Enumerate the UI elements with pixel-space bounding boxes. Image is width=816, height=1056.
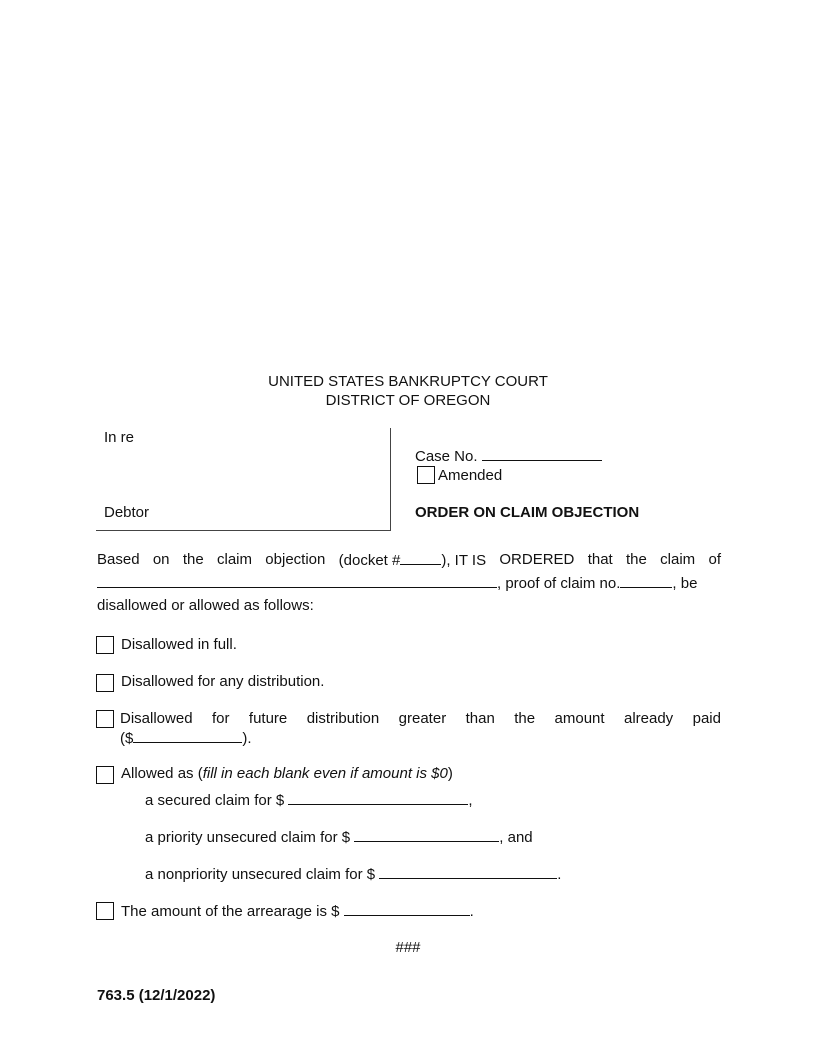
arrearage-label: The amount of the arrearage is $ (121, 903, 340, 920)
priority-claim-label: a priority unsecured claim for $ (145, 829, 351, 846)
disallowed-distribution-checkbox[interactable] (96, 674, 114, 692)
intro-line-3: disallowed or allowed as follows: (97, 597, 314, 614)
intro-word: the (626, 551, 647, 568)
intro-line-2 (97, 574, 721, 592)
order-title: ORDER ON CLAIM OBJECTION (415, 504, 640, 521)
nonpriority-claim-end: . (557, 866, 562, 883)
option-word: paid (692, 710, 721, 727)
intro-line-1 (97, 551, 721, 569)
paid-open: ($ (120, 730, 134, 747)
amount-paid-blank[interactable] (133, 729, 242, 743)
amended-label: Amended (438, 467, 503, 484)
option-word: distribution (306, 710, 380, 727)
priority-claim-end: , and (499, 829, 533, 846)
docket-label: (docket # (338, 552, 401, 569)
disallowed-full-checkbox[interactable] (96, 636, 114, 654)
claimant-field[interactable] (97, 574, 697, 592)
case-number-blank[interactable] (482, 447, 602, 461)
arrearage-end: . (469, 903, 474, 920)
disallowed-distribution-label: Disallowed for any distribution. (121, 673, 325, 690)
nonpriority-claim-blank[interactable] (379, 865, 557, 879)
option-word: than (465, 710, 495, 727)
priority-claim-blank[interactable] (354, 828, 499, 842)
disallowed-future-checkbox[interactable] (96, 710, 114, 728)
docket-field[interactable] (339, 551, 486, 569)
secured-claim-field[interactable] (145, 791, 473, 809)
disallowed-future-line-1 (120, 710, 721, 727)
allowed-as-checkbox[interactable] (96, 766, 114, 784)
option-word: Disallowed (120, 710, 193, 727)
caption-horizontal-divider (96, 530, 391, 531)
arrearage-field[interactable] (121, 902, 474, 920)
option-word: amount (554, 710, 605, 727)
allowed-as-label (121, 765, 453, 782)
nonpriority-claim-label: a nonpriority unsecured claim for $ (145, 866, 376, 883)
case-number-field[interactable] (415, 447, 602, 465)
secured-claim-blank[interactable] (288, 791, 468, 805)
intro-word: on (152, 551, 170, 568)
option-word: future (248, 710, 288, 727)
claimant-blank[interactable] (97, 574, 497, 588)
arrearage-blank[interactable] (344, 902, 470, 916)
arrearage-checkbox[interactable] (96, 902, 114, 920)
secured-claim-label: a secured claim for $ (145, 792, 285, 809)
intro-be: , be (672, 575, 698, 592)
proof-of-claim-blank[interactable] (620, 574, 672, 588)
case-number-label: Case No. (415, 448, 478, 465)
option-word: already (623, 710, 674, 727)
intro-word: claim (660, 551, 696, 568)
nonpriority-claim-field[interactable] (145, 865, 561, 883)
intro-word: of (708, 551, 721, 568)
district-name: DISTRICT OF OREGON (325, 392, 491, 409)
amended-checkbox[interactable] (417, 466, 435, 484)
intro-word: ORDERED (499, 551, 575, 568)
allowed-as-text: Allowed as ( (121, 765, 203, 782)
caption-vertical-divider (390, 428, 391, 531)
option-word: for (211, 710, 230, 727)
allowed-as-close: ) (447, 765, 453, 782)
intro-word: claim (216, 551, 252, 568)
option-word: the (514, 710, 536, 727)
priority-claim-field[interactable] (145, 828, 533, 846)
form-number: 763.5 (12/1/2022) (97, 987, 216, 1004)
intro-word: that (587, 551, 613, 568)
intro-word: objection (265, 551, 326, 568)
intro-word: ), IT IS (441, 552, 487, 569)
debtor-label: Debtor (104, 504, 150, 521)
docket-blank[interactable] (400, 551, 441, 565)
paid-close: ). (242, 730, 252, 747)
disallowed-full-label: Disallowed in full. (121, 636, 237, 653)
amount-paid-field[interactable] (120, 729, 252, 747)
secured-claim-end: , (468, 792, 473, 809)
court-name: UNITED STATES BANKRUPTCY COURT (268, 373, 548, 390)
end-mark: ### (395, 939, 421, 956)
intro-word: Based (97, 551, 140, 568)
in-re-label: In re (104, 429, 135, 446)
proof-of-claim-label: , proof of claim no. (497, 575, 621, 592)
allowed-as-note: fill in each blank even if amount is $0 (202, 765, 448, 782)
intro-word: the (182, 551, 204, 568)
option-word: greater (398, 710, 447, 727)
